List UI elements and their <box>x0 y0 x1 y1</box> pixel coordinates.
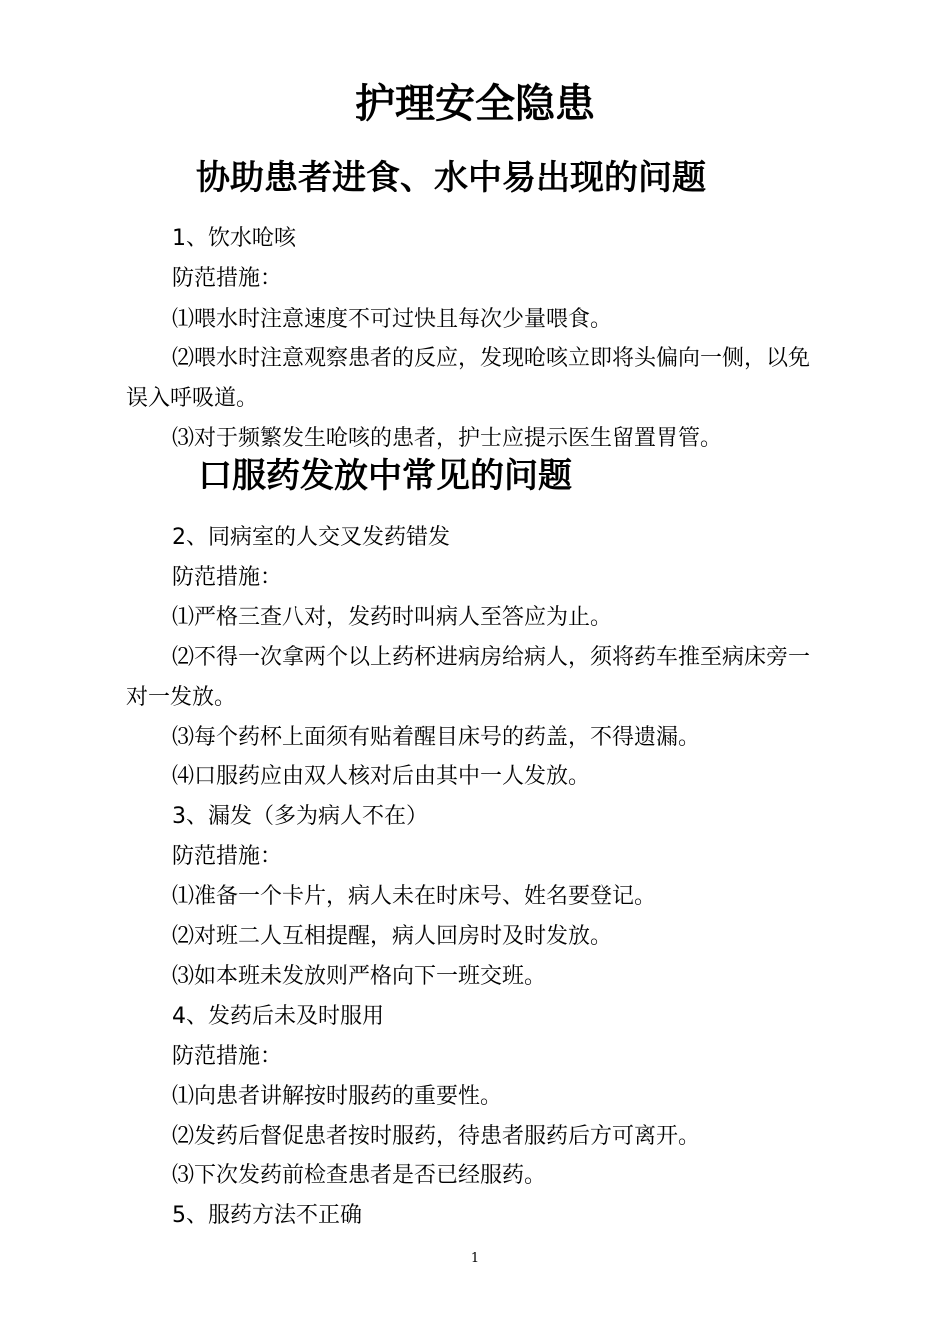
measure-item: ⑴向患者讲解按时服药的重要性。 <box>172 1084 503 1109</box>
page-number: 1 <box>470 1251 480 1266</box>
measure-item: ⑵不得一次拿两个以上药杯进病房给病人，须将药车推至病床旁一 <box>172 645 811 670</box>
measure-item: ⑴严格三查八对，发药时叫病人至答应为止。 <box>172 605 613 630</box>
item-heading: 5、服药方法不正确 <box>172 1203 362 1228</box>
section-heading-oral-medication: 口服药发放中常见的问题 <box>198 456 572 496</box>
measures-label: 防范措施： <box>172 266 283 291</box>
measure-item: ⑷口服药应由双人核对后由其中一人发放。 <box>172 764 591 789</box>
item-heading: 4、发药后未及时服用 <box>172 1004 384 1029</box>
measure-item: ⑵对班二人互相提醒，病人回房时及时发放。 <box>172 924 613 949</box>
measure-item: ⑶对于频繁发生呛咳的患者，护士应提示医生留置胃管。 <box>172 426 723 451</box>
measure-item: ⑴准备一个卡片，病人未在时床号、姓名要登记。 <box>172 884 657 909</box>
measures-label: 防范措施： <box>172 844 283 869</box>
measure-item: ⑴喂水时注意速度不可过快且每次少量喂食。 <box>172 307 613 332</box>
measure-item: ⑶每个药杯上面须有贴着醒目床号的药盖，不得遗漏。 <box>172 725 701 750</box>
measure-item: ⑶下次发药前检查患者是否已经服药。 <box>172 1163 547 1188</box>
item-heading: 3、漏发（多为病人不在） <box>172 804 428 829</box>
measure-item: ⑵发药后督促患者按时服药，待患者服药后方可离开。 <box>172 1124 701 1149</box>
item-heading: 1、饮水呛咳 <box>172 226 296 251</box>
measure-item: ⑵喂水时注意观察患者的反应，发现呛咳立即将头偏向一侧，以免 <box>172 346 811 371</box>
document-title: 护理安全隐患 <box>355 81 595 127</box>
measure-item-continued: 对一发放。 <box>126 685 237 710</box>
measures-label: 防范措施： <box>172 1044 283 1069</box>
measure-item-continued: 误入呼吸道。 <box>126 386 259 411</box>
measures-label: 防范措施： <box>172 565 283 590</box>
measure-item: ⑶如本班未发放则严格向下一班交班。 <box>172 964 547 989</box>
section-heading-feeding: 协助患者进食、水中易出现的问题 <box>196 158 706 198</box>
item-heading: 2、同病室的人交叉发药错发 <box>172 525 450 550</box>
